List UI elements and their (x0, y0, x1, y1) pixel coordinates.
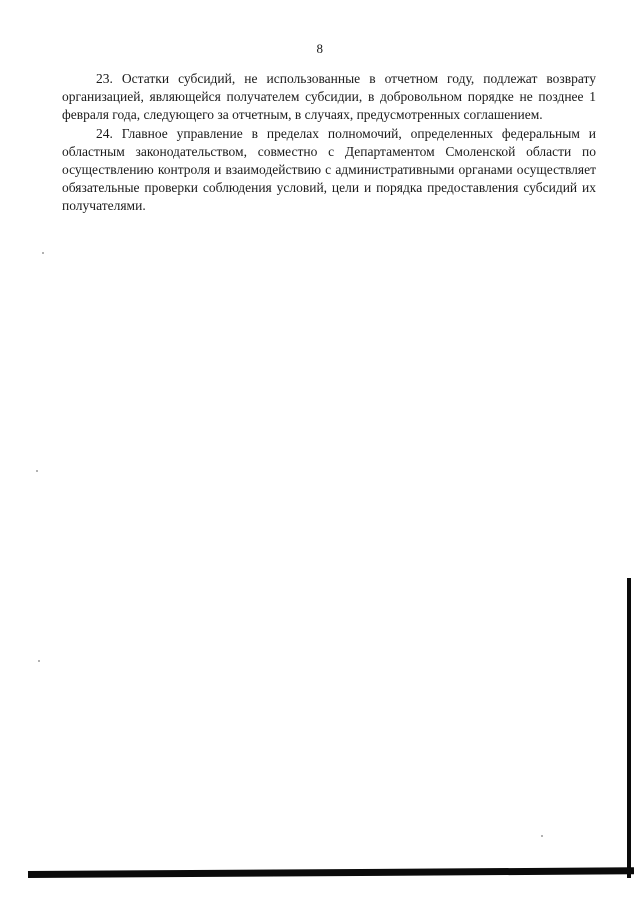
scan-edge-bottom (28, 867, 634, 878)
paragraph-24: 24. Главное управление в пределах полномочий, определенных федеральным и областным законодательством, совместно с Департаментом Смоленской области по осуществлению контроля и взаимодействию с административными органами осуществляет обязательные проверки соблюдения условий, цели и порядка предоставления субсидий их получателями. (62, 125, 596, 214)
page-number: 8 (316, 41, 324, 56)
scan-speck (42, 252, 44, 254)
scan-speck (36, 470, 38, 472)
scan-speck (38, 660, 40, 662)
scan-speck (541, 835, 543, 837)
scan-edge-right (627, 578, 631, 878)
document-body (62, 70, 596, 216)
paragraph-23: 23. Остатки субсидий, не использованные в отчетном году, подлежат возврату организацией, являющейся получателем субсидии, в добровольном порядке не позднее 1 февраля года, следующего за отчетным, в случаях, предусмотренных соглашением. (62, 71, 596, 123)
